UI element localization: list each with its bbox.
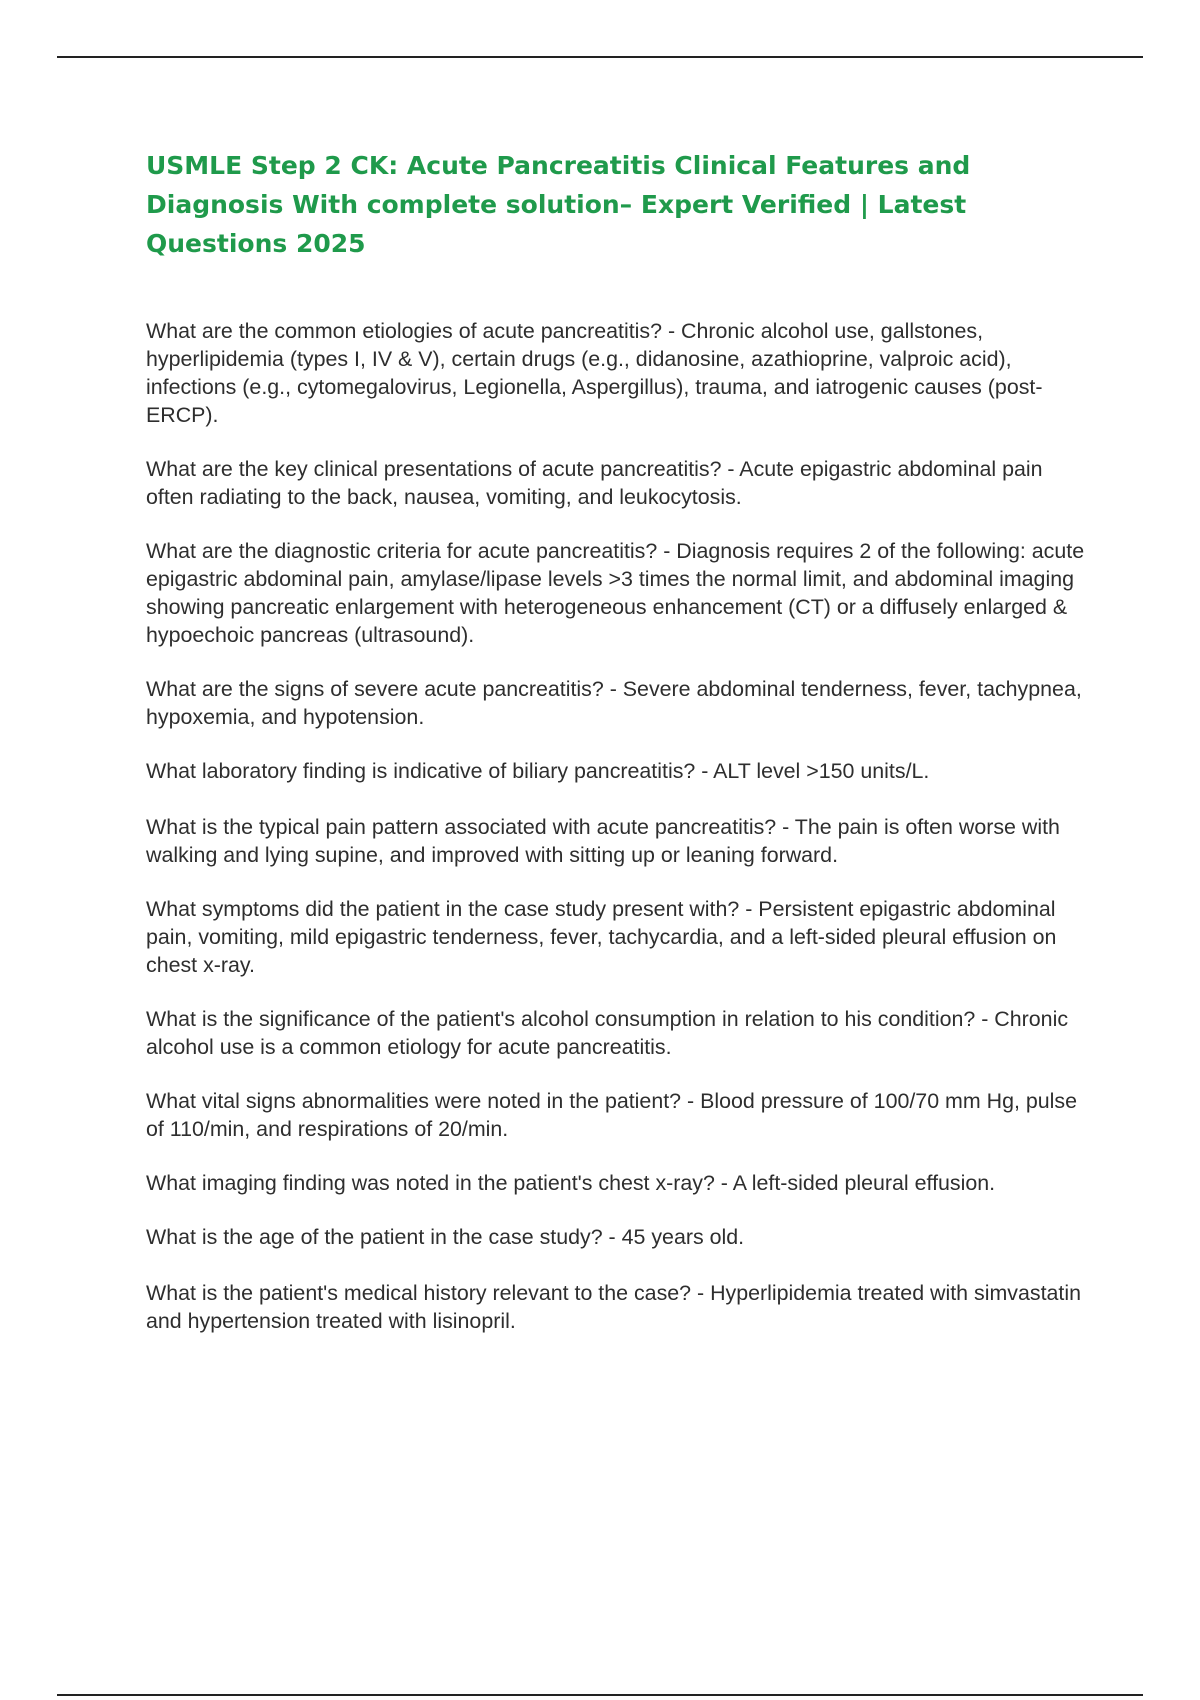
qa-item: What are the signs of severe acute pancreatitis? - Severe abdominal tenderness, fever, tachypnea, hypoxemia, and hypotension. xyxy=(146,677,1082,729)
qa-item: What vital signs abnormalities were noted in the patient? - Blood pressure of 100/70 mm Hg, pulse of 110/min, and respirations of 20/min. xyxy=(146,1089,1077,1141)
qa-item: What are the diagnostic criteria for acute pancreatitis? - Diagnosis requires 2 of the following: acute epigastric abdominal pain, amylase/lipase levels >3 times the normal limit, and abdominal imaging showing pancreatic enlargement with heterogeneous enhancement (CT) or a diffusely enlarged & hypoechoic pancreas (ultrasound). xyxy=(146,539,1085,647)
qa-list xyxy=(146,317,1091,1361)
document-title: USMLE Step 2 CK: Acute Pancreatitis Clinical Features and Diagnosis With complete solution– Expert Verified | Latest Questions 2025 xyxy=(146,151,971,258)
qa-item: What are the key clinical presentations of acute pancreatitis? - Acute epigastric abdominal pain often radiating to the back, nausea, vomiting, and leukocytosis. xyxy=(146,457,1043,509)
qa-item: What is the patient's medical history relevant to the case? - Hyperlipidemia treated with simvastatin and hypertension treated with lisinopril. xyxy=(146,1281,1081,1333)
qa-item: What symptoms did the patient in the case study present with? - Persistent epigastric abdominal pain, vomiting, mild epigastric tenderness, fever, tachycardia, and a left-sided pleural effusion on chest x-ray. xyxy=(146,897,1057,977)
bottom-rule xyxy=(57,1694,1143,1696)
qa-item: What is the age of the patient in the case study? - 45 years old. xyxy=(146,1225,745,1249)
qa-item: What laboratory finding is indicative of biliary pancreatitis? - ALT level >150 units/L. xyxy=(146,759,930,783)
qa-item: What are the common etiologies of acute pancreatitis? - Chronic alcohol use, gallstones, hyperlipidemia (types I, IV & V), certain drugs (e.g., didanosine, azathioprine, valproic acid), infections (e.g., cytomegalovirus, Legionella, Aspergillus), trauma, and iatrogenic causes (post-ERCP). xyxy=(146,319,1043,427)
qa-item: What imaging finding was noted in the patient's chest x-ray? - A left-sided pleural effusion. xyxy=(146,1171,996,1195)
top-rule xyxy=(57,56,1143,58)
qa-item: What is the significance of the patient's alcohol consumption in relation to his condition? - Chronic alcohol use is a common etiology for acute pancreatitis. xyxy=(146,1007,1069,1059)
qa-item: What is the typical pain pattern associated with acute pancreatitis? - The pain is often worse with walking and lying supine, and improved with sitting up or leaning forward. xyxy=(146,815,1060,867)
